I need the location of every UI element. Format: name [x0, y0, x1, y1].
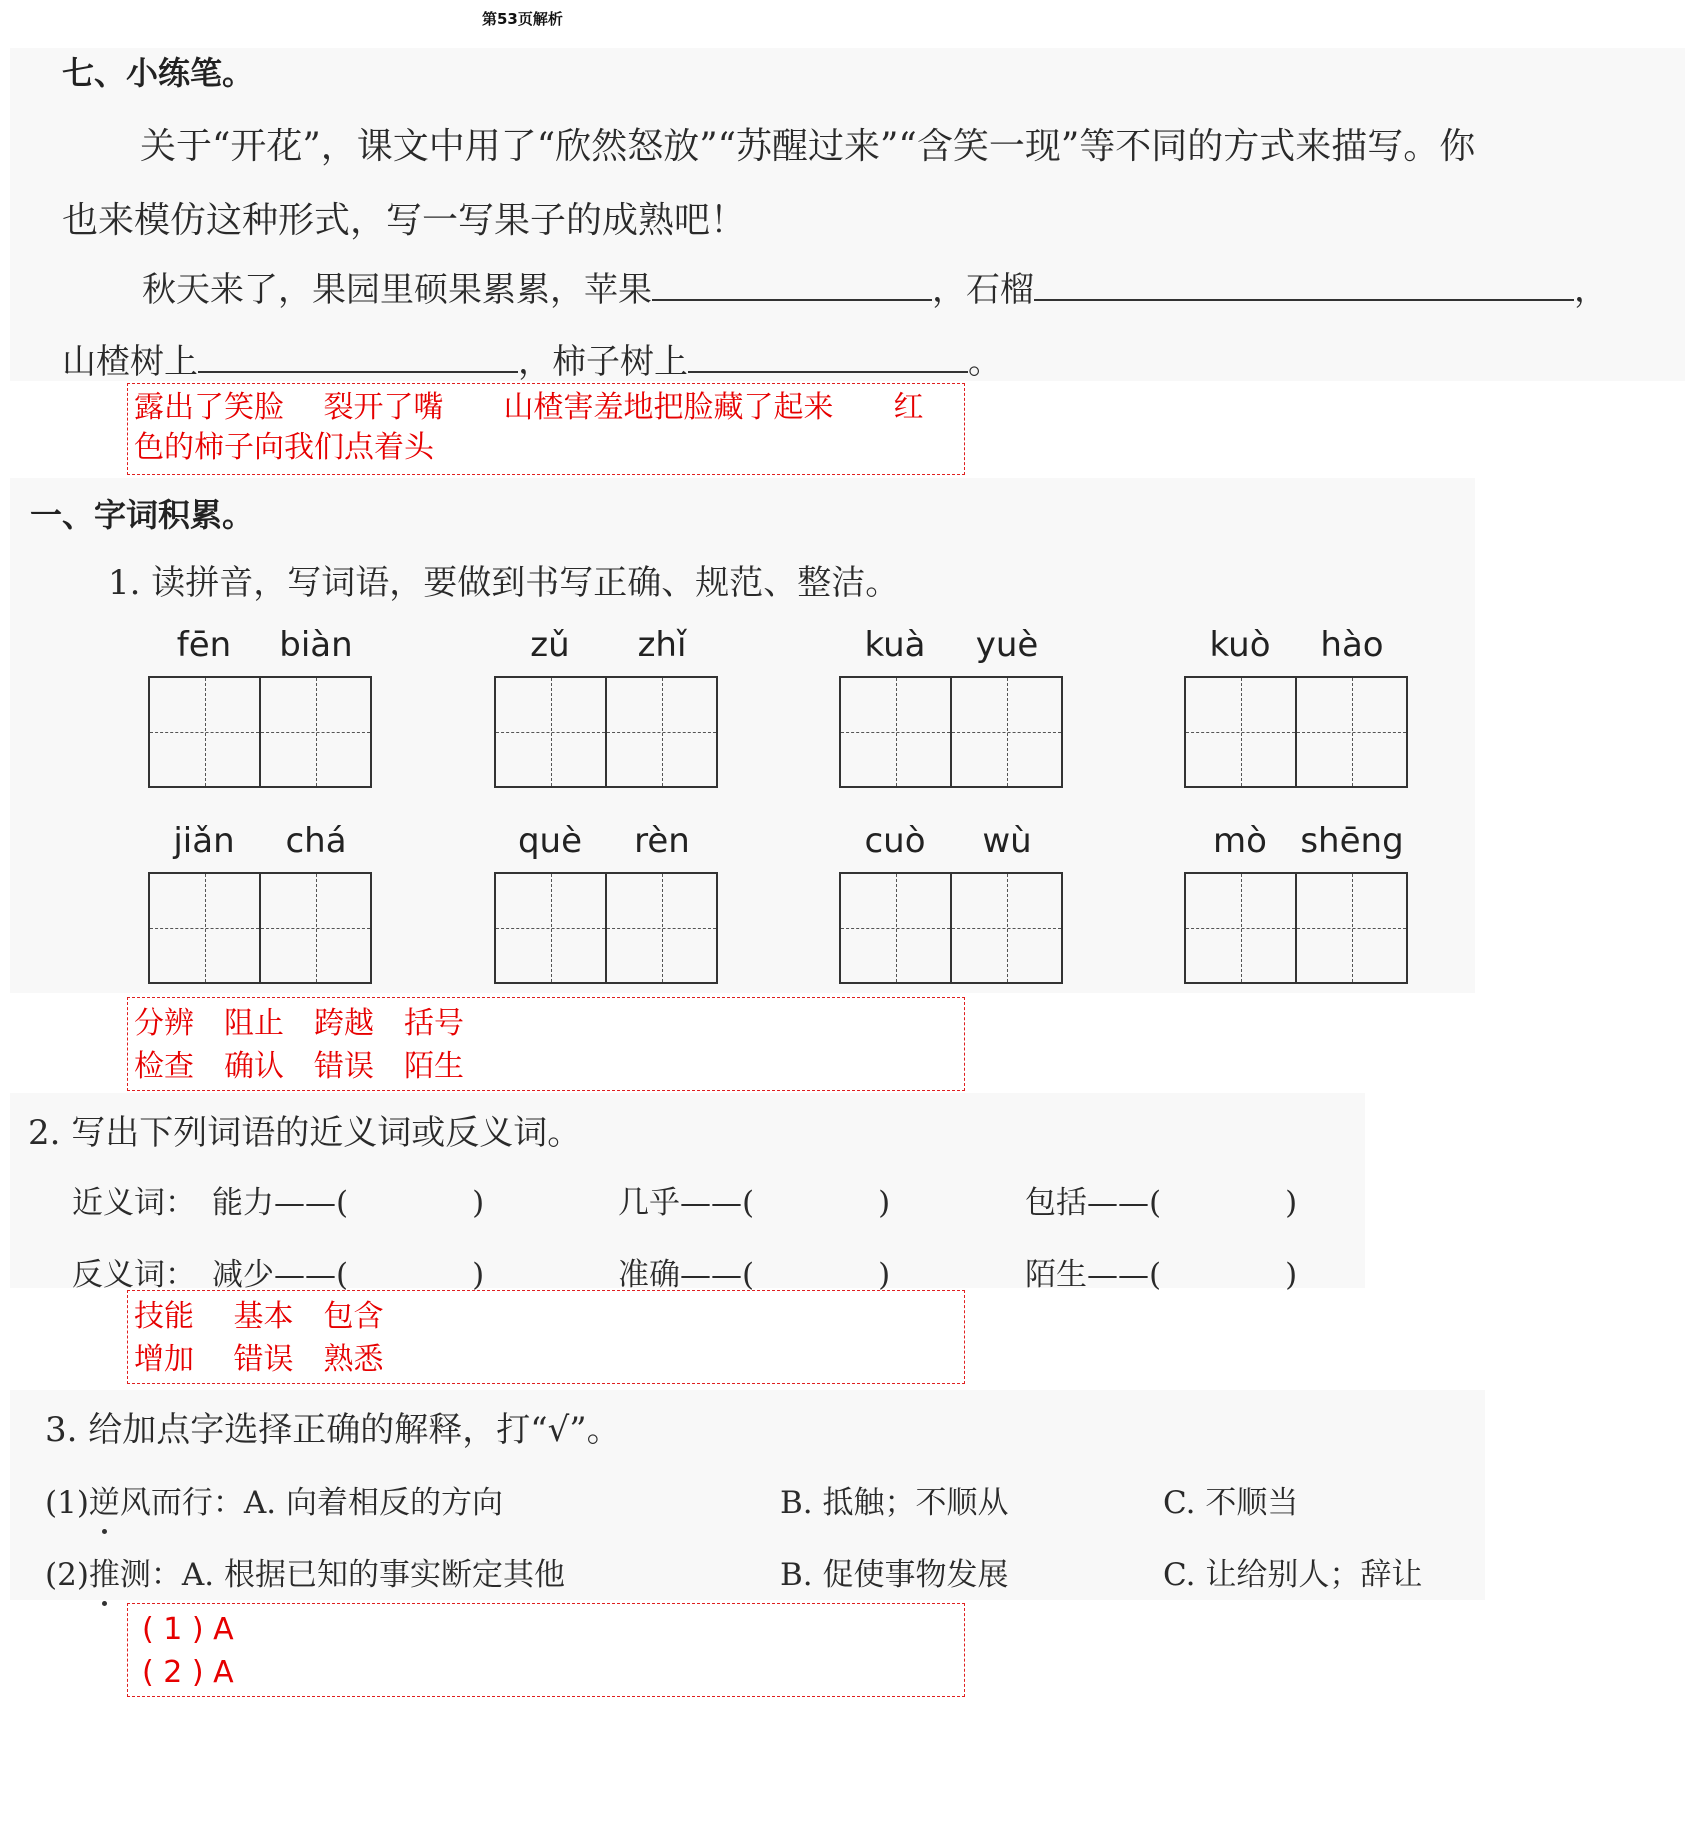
- fill-text-d: 山楂树上: [62, 342, 198, 382]
- q3-item1-num: (1): [45, 1485, 89, 1521]
- section1-heading: 一、字词积累。: [30, 496, 255, 534]
- section7-intro-line2: 也来模仿这种形式，写一写果子的成熟吧！: [62, 200, 747, 241]
- q2-ant-item-2: 准确——( ): [618, 1257, 891, 1293]
- q3-item1-dotted-char: 逆: [89, 1477, 120, 1522]
- answer-q2-line2: 增加 错误 熟悉: [134, 1342, 384, 1377]
- grid-r2-g4[interactable]: [1184, 872, 1408, 984]
- pinyin-r1-g2-b: zhǐ: [637, 625, 687, 665]
- answer-q3-line1: ( 1 ) A: [142, 1612, 234, 1647]
- q3-item1-option-a[interactable]: A. 向着相反的方向: [243, 1485, 504, 1521]
- q2-ant-item-3: 陌生——( ): [1025, 1257, 1298, 1293]
- blank-hawthorn[interactable]: [198, 343, 518, 373]
- pinyin-r2-g1-a: jiǎn: [173, 821, 235, 861]
- q2-syn-item-1: 能力——( ): [212, 1185, 485, 1221]
- grid-r1-g4[interactable]: [1184, 676, 1408, 788]
- fill-line-2: [62, 334, 1002, 383]
- q3-item-1: [45, 1477, 503, 1522]
- pinyin-r1-g4-b: hào: [1320, 625, 1384, 665]
- answer-q1-line2: 检查 确认 错误 陌生: [134, 1049, 464, 1084]
- q2-prompt: 2. 写出下列词语的近义词或反义词。: [28, 1113, 582, 1153]
- fill-text-b: ，石榴: [932, 270, 1034, 310]
- q3-item2-option-a[interactable]: A. 根据已知的事实断定其他: [181, 1557, 566, 1593]
- q2-syn-item-2: 几乎——( ): [618, 1185, 891, 1221]
- pinyin-r2-g4-a: mò: [1213, 821, 1267, 861]
- fill-line-1: [142, 262, 1608, 311]
- pinyin-r1-g3-a: kuà: [864, 625, 926, 665]
- pinyin-r2-g2-b: rèn: [634, 821, 690, 861]
- fill-text-f: 。: [968, 342, 1002, 382]
- answer-box-q1: [127, 997, 965, 1091]
- answer-box-q2: [127, 1290, 965, 1384]
- q3-item1-option-b[interactable]: B. 抵触；不顺从: [780, 1485, 1009, 1521]
- answer-q2-line1: 技能 基本 包含: [134, 1299, 384, 1334]
- q1-prompt: 1. 读拼音，写词语，要做到书写正确、规范、整洁。: [108, 563, 900, 603]
- q3-prompt: 3. 给加点字选择正确的解释，打“√”。: [45, 1410, 621, 1450]
- pinyin-r2-g2-a: què: [517, 821, 583, 861]
- q3-item2-option-b[interactable]: B. 促使事物发展: [780, 1557, 1009, 1593]
- answer-s7-line1: 露出了笑脸 裂开了嘴 山楂害羞地把脸藏了起来 红: [134, 390, 924, 425]
- q2-ant-item-1: 减少——( ): [212, 1257, 485, 1293]
- q3-item2-option-c[interactable]: C. 让给别人；辞让: [1163, 1557, 1423, 1593]
- pinyin-r2-g4-b: shēng: [1300, 821, 1404, 861]
- pinyin-r2-g3-b: wù: [982, 821, 1032, 861]
- fill-text-e: ，柿子树上: [518, 342, 688, 382]
- q3-item2-word-rest: 测：: [119, 1557, 182, 1593]
- fill-text-a: 秋天来了，果园里硕果累累，苹果: [142, 270, 652, 310]
- pinyin-r1-g1-b: biàn: [279, 625, 353, 665]
- page-title: 第53页解析: [482, 10, 563, 28]
- q3-item2-dotted-char: 推: [89, 1549, 120, 1594]
- answer-box-section7: [127, 383, 965, 475]
- pinyin-r2-g3-a: cuò: [864, 821, 926, 861]
- pinyin-r1-g2-a: zǔ: [530, 625, 570, 665]
- pinyin-r1-g3-b: yuè: [975, 625, 1039, 665]
- grid-r1-g2[interactable]: [494, 676, 718, 788]
- grid-r2-g3[interactable]: [839, 872, 1063, 984]
- section7-heading: 七、小练笔。: [62, 54, 255, 92]
- q2-synonym-label: 近义词：: [72, 1185, 196, 1221]
- answer-box-q3: [127, 1603, 965, 1697]
- q3-item1-word-rest: 风而行：: [119, 1485, 244, 1521]
- q3-item-2: [45, 1549, 565, 1594]
- blank-apple[interactable]: [652, 271, 932, 301]
- fill-text-c: ，: [1574, 270, 1608, 310]
- q3-item2-num: (2): [45, 1557, 89, 1593]
- pinyin-r1-g1-a: fēn: [176, 625, 232, 665]
- q3-item1-option-c[interactable]: C. 不顺当: [1163, 1485, 1299, 1521]
- blank-persimmon[interactable]: [688, 343, 968, 373]
- answer-q1-line1: 分辨 阻止 跨越 括号: [134, 1006, 464, 1041]
- pinyin-r1-g4-a: kuò: [1209, 625, 1271, 665]
- grid-r1-g3[interactable]: [839, 676, 1063, 788]
- grid-r2-g2[interactable]: [494, 872, 718, 984]
- section7-intro-line1: 关于“开花”，课文中用了“欣然怒放”“苏醒过来”“含笑一现”等不同的方式来描写。你: [140, 126, 1476, 167]
- blank-pomegranate[interactable]: [1034, 271, 1574, 301]
- grid-r1-g1[interactable]: [148, 676, 372, 788]
- q2-syn-item-3: 包括——( ): [1025, 1185, 1298, 1221]
- pinyin-r2-g1-b: chá: [285, 821, 347, 861]
- grid-r2-g1[interactable]: [148, 872, 372, 984]
- answer-s7-line2: 色的柿子向我们点着头: [134, 430, 434, 465]
- q2-antonym-label: 反义词：: [72, 1257, 196, 1293]
- answer-q3-line2: ( 2 ) A: [142, 1655, 234, 1690]
